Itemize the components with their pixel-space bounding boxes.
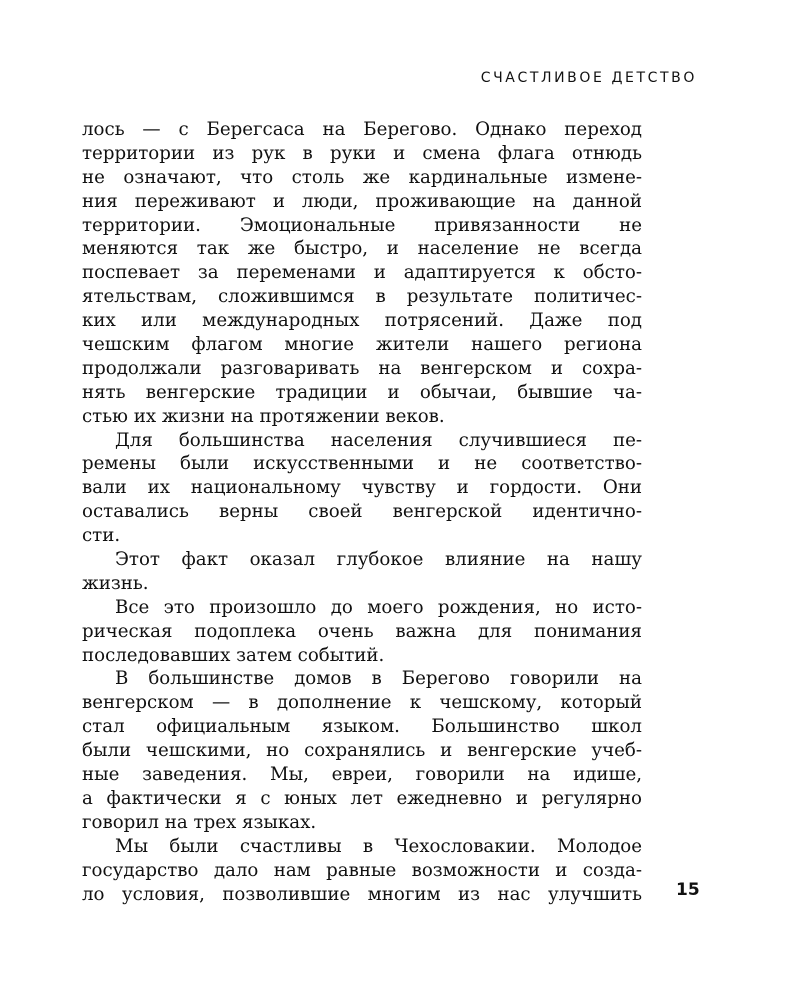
text-line: лось — с Берегсаса на Берегово. Однако переход — [82, 119, 642, 140]
text-line: ния переживают и люди, проживающие на данной — [82, 190, 642, 212]
text-line: меняются так же быстро, и население не всегда — [82, 238, 642, 260]
text-line: В большинстве домов в Берегово говорили на — [115, 668, 642, 690]
body-text — [82, 118, 642, 906]
running-header: СЧАСТЛИВОЕ ДЕТСТВО — [480, 70, 697, 86]
text-line: последовавших затем событий. — [82, 644, 385, 666]
text-line: не означают, что столь же кардинальные измене- — [82, 166, 642, 188]
text-line: стал официальным языком. Большинство школ — [82, 716, 642, 738]
text-line: чешским флагом многие жители нашего региона — [82, 334, 642, 356]
text-line: ло условия, позволившие многим из нас улучшить — [82, 883, 642, 905]
text-line: оставались верны своей венгерской идентично- — [82, 501, 642, 523]
text-line: ремены были искусственными и не соответство- — [82, 453, 642, 475]
text-line: нять венгерские традиции и обычаи, бывшие ча- — [82, 381, 642, 403]
text-line: Этот факт оказал глубокое влияние на нашу — [115, 549, 642, 571]
text-line: государство дало нам равные возможности и созда- — [82, 859, 642, 881]
text-line: Все это произошло до моего рождения, но исто- — [115, 596, 642, 618]
text-line: продолжали разговаривать на венгерском и сохра- — [82, 357, 642, 379]
text-line: вали их национальному чувству и гордости. Они — [82, 477, 642, 499]
text-line: а фактически я с юных лет ежедневно и регулярно — [82, 787, 642, 809]
text-line: ные заведения. Мы, евреи, говорили на идише, — [82, 764, 642, 786]
text-line: Мы были счастливы в Чехословакии. Молодое — [115, 835, 642, 857]
text-line: жизнь. — [82, 572, 149, 594]
text-line: территории. Эмоциональные привязанности не — [82, 214, 642, 236]
text-line: сти. — [82, 525, 121, 547]
text-line: территории из рук в руки и смена флага отнюдь — [82, 142, 642, 164]
text-line: ятельствам, сложившимся в результате политичес- — [82, 286, 642, 308]
text-line: ких или международных потрясений. Даже под — [82, 310, 642, 332]
text-line: стью их жизни на протяжении веков. — [82, 405, 445, 427]
text-line: рическая подоплека очень важна для понимания — [82, 620, 642, 642]
page-number: 15 — [676, 880, 700, 900]
text-line: венгерском — в дополнение к чешскому, который — [82, 692, 642, 714]
text-line: были чешскими, но сохранялись и венгерские учеб- — [82, 740, 642, 762]
text-line: поспевает за переменами и адаптируется к обсто- — [82, 262, 642, 284]
text-line: говорил на трех языках. — [82, 811, 317, 833]
text-line: Для большинства населения случившиеся пе- — [115, 429, 642, 451]
